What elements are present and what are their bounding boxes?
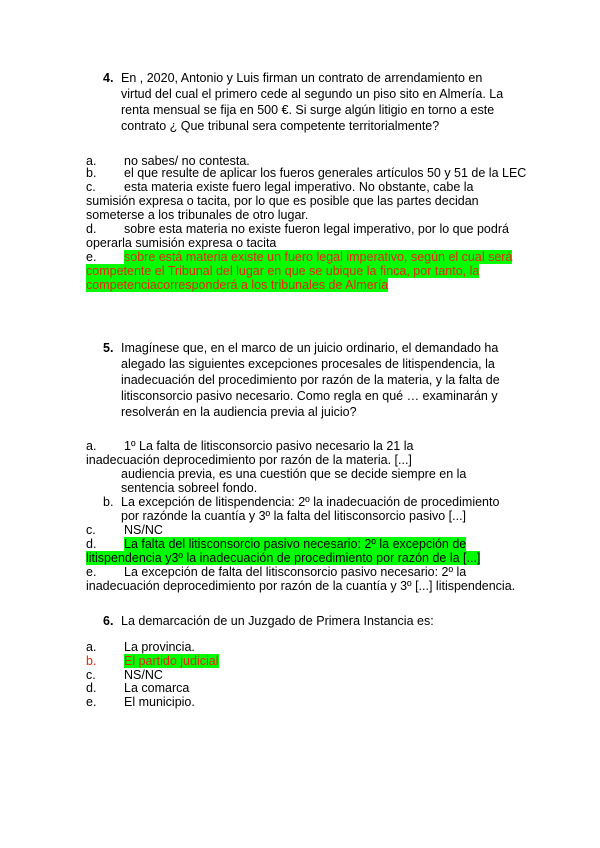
question-text-line: virtud del cual el primero cede al segundo un piso sito en Almería. La <box>121 87 504 101</box>
question-text-line: resolverán en la audiencia previa al juicio? <box>121 405 357 419</box>
option-a: a. no sabes/ no contesta. <box>86 154 250 168</box>
option-b-correct: b. El partido judicial <box>86 654 219 668</box>
question-text-line: alegado las siguientes excepciones procesales de litispendencia, la <box>121 357 495 371</box>
option-b: b. el que resulte de aplicar los fueros generales artículos 50 y 51 de la LEC <box>86 166 527 180</box>
question-text-line: Imagínese que, en el marco de un juicio ordinario, el demandado ha <box>121 341 499 355</box>
option-d: d. La comarca <box>86 681 190 695</box>
question-text-line: En , 2020, Antonio y Luis firman un contrato de arrendamiento en <box>121 71 483 85</box>
document-page: 4. En , 2020, Antonio y Luis firman un contrato de arrendamiento en virtud del cual el primero cede al segundo un piso sito en Almería. La renta mensual se fija en 500 €. Si surge algún litigio en torno a este contrato ¿ Que tribunal sera competente territorialmente? a. no sabes/ no contesta. b. el que resulte de aplicar los fueros generales artículos 50 y 51 de la LEC c. esta materia existe fuero legal imperativo. No obstante, cabe la sumisión expresa o tacita, por lo que es posible que las partes decidan someterse a los tribunales de otro lugar. d. sobre esta materia no existe fueron legal imperativo, por lo que podrá operarla sumisión expresa o tacita e. sobre está materia existe un fuero legal imperativo, según el cual será competente el Tribunal del lugar en que se ubique la finca, por tanto, la competenciacorresponderá a los tribunales de Almería 5. Imagínese que, en el marco de un juicio ordinario, el demandado ha alegado las siguientes excepciones procesales de litispendencia, la inadecuación del procedimiento por razón de la materia, y la falta de litisconsorcio pasivo necesario. Como regla en qué … examinarán y resolverán en la audiencia previa al juicio? a. 1º La falta de litisconsorcio pasivo necesario la 21 la inadecuación deprocedimiento por razón de la materia. [...] audiencia previa, es una cuestión que se decide siempre en la sentencia sobreel fondo. b. La excepción de litispendencia: 2º la inadecuación de procedimiento por razónde la cuantía y 3º la falta del litisconsorcio pasivo [...] c. NS/NC d. La falta del litisconsorcio pasivo necesario: 2º la excepción de litispendencia y3º la inadecuación de procedimiento por razón de la [...] e. La excepción de falta del litisconsorcio pasivo necesario: 2º la inadecuación deprocedimiento por razón de la cuantía y 3º [...] litispendencia. 6. La demarcación de un Juzgado de Primera Instancia es: a. La provincia. b. El partido judicial c. NS/NC d. La comarca e. El municipio. <box>86 71 527 709</box>
option-c: c. NS/NC <box>86 668 163 682</box>
question-text-line: renta mensual se fija en 500 €. Si surge algún litigio en torno a este <box>121 103 495 117</box>
question-text-line: inadecuación del procedimiento por razón de la materia, y la falta de <box>121 373 500 387</box>
question-number: 4. <box>103 71 114 85</box>
question-number: 6. <box>103 614 114 628</box>
question-text-line: contrato ¿ Que tribunal sera competente territorialmente? <box>121 119 440 133</box>
option-c: c. NS/NC <box>86 523 163 537</box>
question-text: La demarcación de un Juzgado de Primera Instancia es: <box>121 614 434 628</box>
option-a: a. La provincia. <box>86 640 195 654</box>
option-e: e. El municipio. <box>86 695 195 709</box>
question-number: 5. <box>103 341 114 355</box>
question-text-line: litisconsorcio pasivo necesario. Como regla en qué … examinarán y <box>121 389 498 403</box>
